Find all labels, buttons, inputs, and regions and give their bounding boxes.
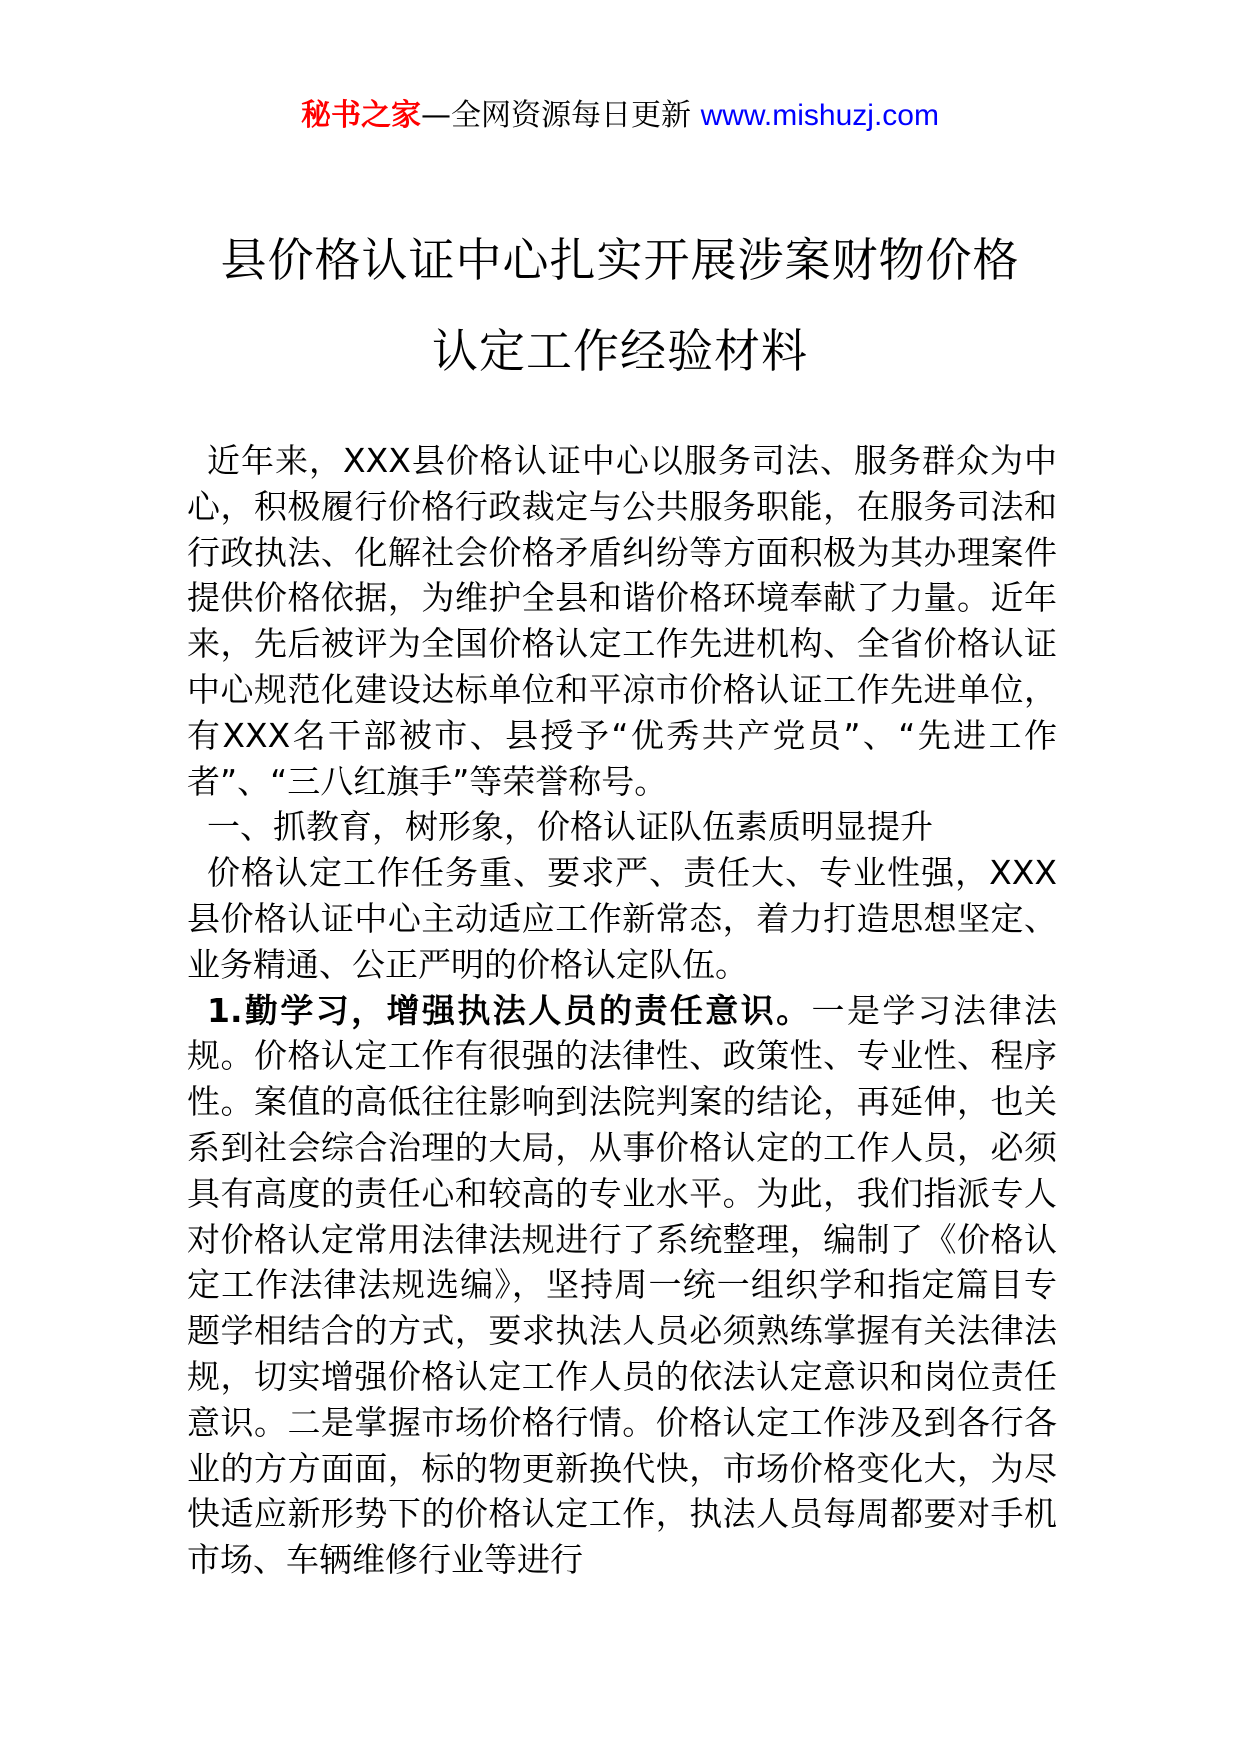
document-title-line-1: 县价格认证中心扎实开展涉案财物价格	[220, 233, 1020, 287]
intro-paragraph: 近年来，XXX县价格认证中心以服务司法、服务群众为中心，积极履行价格行政裁定与公共服务职能，在服务司法和行政执法、化解社会价格矛盾纠纷等方面积极为其办理案件提供价格依据，为维护全县和谐价格环境奉献了力量。近年来，先后被评为全国价格认定工作先进机构、全省价格认证中心规范化建设达标单位和平凉市价格认证工作先进单位，有XXX名干部被市、县授予“优秀共产党员”、“先进工作者”、“三八红旗手”等荣誉称号。	[187, 441, 1057, 801]
item-1-body: 一是学习法律法规。价格认定工作有很强的法律性、政策性、专业性、程序性。案值的高低往往影响到法院判案的结论，再延伸，也关系到社会综合治理的大局，从事价格认定的工作人员，必须具有高度的责任心和较高的专业水平。为此，我们指派专人对价格认定常用法律法规进行了系统整理，编制了《价格认定工作法律法规选编》，坚持周一统一组织学和指定篇目专题学相结合的方式，要求执法人员必须熟练掌握有关法律法规，切实增强价格认定工作人员的依法认定意识和岗位责任意识。二是掌握市场价格行情。价格认定工作涉及到各行各业的方方面面，标的物更新换代快，市场价格变化大，为尽快适应新形势下的价格认定工作，执法人员每周都要对手机市场、车辆维修行业等进行	[187, 990, 1058, 1580]
item-1-lead: 1.勤学习，增强执法人员的责任意识。	[207, 990, 812, 1030]
section-1-paragraph: 价格认定工作任务重、要求严、责任大、专业性强，XXX县价格认证中心主动适应工作新常态，着力打造思想坚定、业务精通、公正严明的价格认定队伍。	[187, 853, 1057, 984]
section-1-heading: 一、抓教育，树形象，价格认证队伍素质明显提升	[207, 807, 933, 847]
item-1-paragraph	[187, 988, 1057, 1583]
site-brand: 秘书之家	[301, 98, 422, 133]
site-tagline: —全网资源每日更新	[421, 98, 692, 133]
site-header	[0, 96, 1240, 136]
document-body	[187, 438, 1057, 1583]
site-url-link[interactable]: www.mishuzj.com	[700, 99, 939, 132]
document-title-line-2: 认定工作经验材料	[432, 324, 808, 378]
